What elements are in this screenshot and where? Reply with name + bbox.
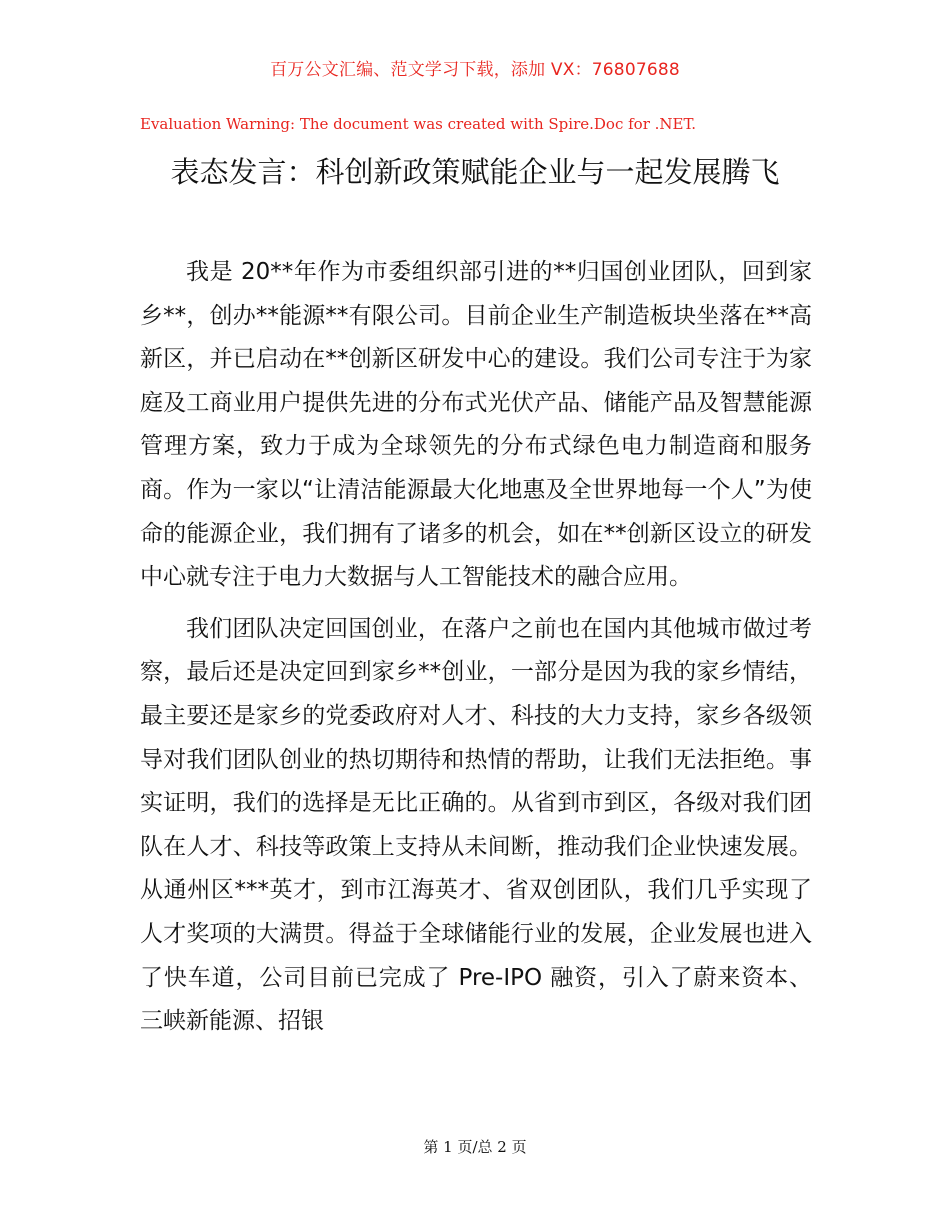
paragraph: 我们团队决定回国创业，在落户之前也在国内其他城市做过考察，最后还是决定回到家乡**创业，一部分是因为我的家乡情结，最主要还是家乡的党委政府对人才、科技的大力支持，家乡各级领导对我们团队创业的热切期待和热情的帮助，让我们无法拒绝。事实证明，我们的选择是无比正确的。从省到市到区，各级对我们团队在人才、科技等政策上支持从未间断，推动我们企业快速发展。从通州区***英才，到市江海英才、省双创团队，我们几乎实现了人才奖项的大满贯。得益于全球储能行业的发展，企业发展也进入了快车道，公司目前已完成了 Pre-IPO 融资，引入了蔚来资本、三峡新能源、招银 [140,615,812,1035]
page-number: 第 1 页/总 2 页 [423,1138,527,1156]
promo-header: 百万公文汇编、范文学习下载，添加 VX：76807688 [270,60,680,80]
paragraph: 我是 20**年作为市委组织部引进的**归国创业团队，回到家乡**，创办**能源**有限公司。目前企业生产制造板块坐落在**高新区，并已启动在**创新区研发中心的建设。我们公司专注于为家庭及工商业用户提供先进的分布式光伏产品、储能产品及智慧能源管理方案，致力于成为全球领先的分布式绿色电力制造商和服务商。作为一家以“让清洁能源最大化地惠及全世界地每一个人”为使命的能源企业，我们拥有了诸多的机会，如在**创新区设立的研发中心就专注于电力大数据与人工智能技术的融合应用。 [140,259,812,591]
document-body [140,251,812,1052]
page-title: 表态发言：科创新政策赋能企业与一起发展腾飞 [170,155,780,189]
evaluation-warning: Evaluation Warning: The document was created with Spire.Doc for .NET. [140,115,697,133]
